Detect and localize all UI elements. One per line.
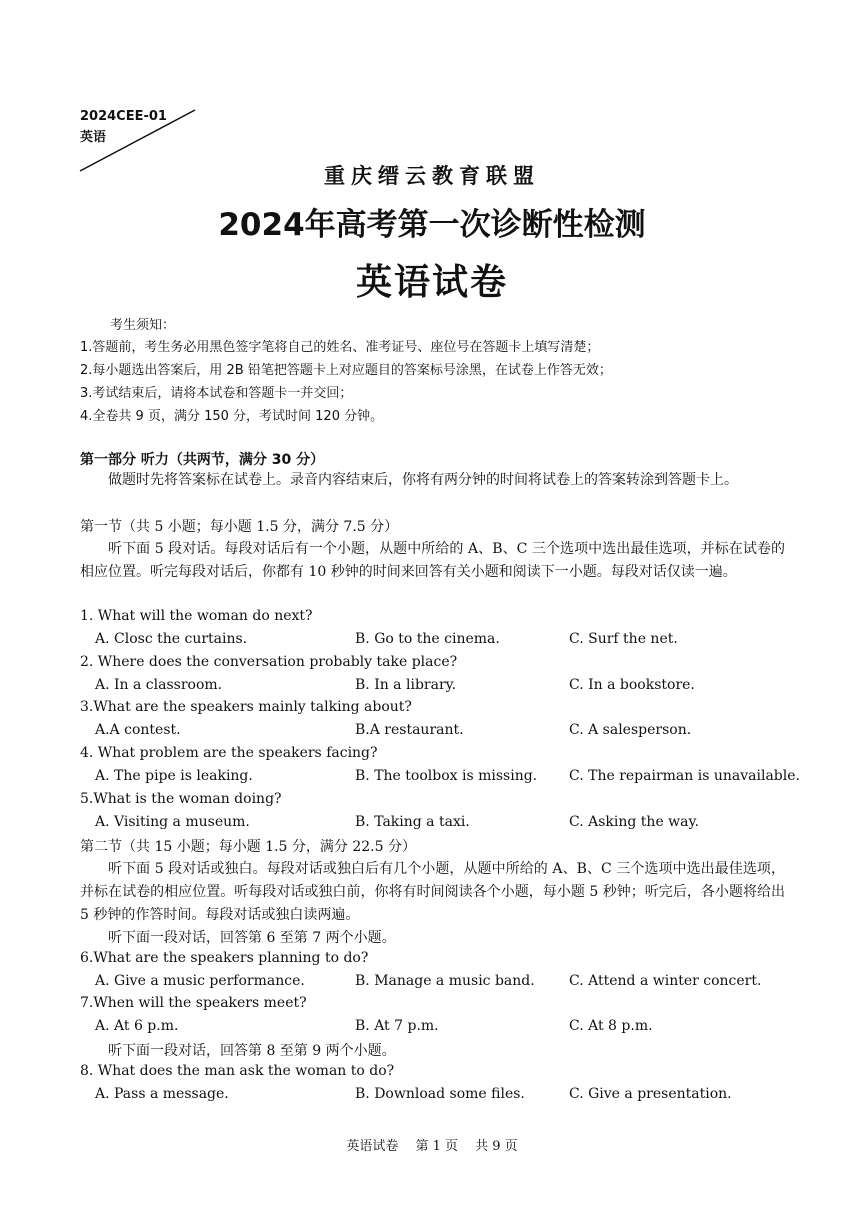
question-3: 3.What are the speakers mainly talking about? — [80, 699, 412, 715]
question-1: 1. What will the woman do next? — [80, 608, 313, 624]
option-a: A. Give a music performance. — [95, 973, 305, 989]
option-b: B.A restaurant. — [355, 722, 464, 738]
option-a: A. Closc the curtains. — [95, 631, 248, 647]
dialog-instruction: 听下面一段对话，回答第 6 至第 7 两个小题。 — [108, 930, 396, 946]
option-a: A. In a classroom. — [95, 677, 223, 693]
option-c: C. A salesperson. — [569, 722, 692, 738]
option-c: C. Attend a winter concert. — [569, 973, 762, 989]
subject-title: 英语试卷 — [355, 262, 508, 303]
option-b: B. In a library. — [355, 677, 457, 693]
option-c: C. Asking the way. — [569, 814, 700, 830]
note-item: 4.全卷共 9 页，满分 150 分，考试时间 120 分钟。 — [80, 409, 384, 424]
page-footer: 英语试卷 第 1 页 共 9 页 — [346, 1139, 518, 1154]
section1-title: 第一节（共 5 小题；每小题 1.5 分，满分 7.5 分） — [80, 519, 399, 535]
option-c: C. At 8 p.m. — [569, 1018, 653, 1034]
option-a: A. At 6 p.m. — [95, 1018, 179, 1034]
option-c: C. Give a presentation. — [569, 1086, 732, 1102]
question-7: 7.When will the speakers meet? — [80, 995, 307, 1011]
option-c: C. Surf the net. — [569, 631, 678, 647]
option-b: B. The toolbox is missing. — [355, 768, 538, 784]
part1-intro: 做题时先将答案标在试卷上。录音内容结束后，你将有两分钟的时间将试卷上的答案转涂到答题卡上。 — [108, 472, 738, 488]
option-c: C. The repairman is unavailable. — [569, 768, 800, 784]
option-b: B. Taking a taxi. — [355, 814, 470, 830]
section1-intro: 听下面 5 段对话。每段对话后有一个小题，从题中所给的 A、B、C 三个选项中选出最佳选项，并标在试卷的相应位置。听完每段对话后，你都有 10 秒钟的时间来回答有关小题和阅读下一小题。每段对话仅读一遍。 — [80, 541, 785, 580]
option-a: A. Pass a message. — [95, 1086, 229, 1102]
option-b: B. Download some files. — [355, 1086, 525, 1102]
question-4: 4. What problem are the speakers facing? — [80, 745, 378, 761]
question-5: 5.What is the woman doing? — [80, 791, 282, 807]
option-c: C. In a bookstore. — [569, 677, 695, 693]
section2-intro: 听下面 5 段对话或独白。每段对话或独白后有几个小题，从题中所给的 A、B、C 三个选项中选出最佳选项，并标在试卷的相应位置。听每段对话或独白前，你将有时间阅读各个小题，每小题 5 秒钟；听完后，各小题将给出 5 秒钟的作答时间。每段对话或独白读两遍。 — [80, 861, 785, 923]
note-item: 1.答题前，考生务必用黑色签字笔将自己的姓名、准考证号、座位号在答题卡上填写清楚； — [80, 340, 600, 355]
question-8: 8. What does the man ask the woman to do? — [80, 1063, 395, 1079]
option-b: B. Manage a music band. — [355, 973, 535, 989]
note-item: 2.每小题选出答案后，用 2B 铅笔把答题卡上对应题目的答案标号涂黑，在试卷上作答无效； — [80, 363, 612, 378]
option-a: A. The pipe is leaking. — [95, 768, 253, 784]
note-item: 3.考试结束后，请将本试卷和答题卡一并交回； — [80, 386, 353, 401]
section2-title: 第二节（共 15 小题；每小题 1.5 分，满分 22.5 分） — [80, 839, 416, 855]
option-a: A. Visiting a museum. — [95, 814, 250, 830]
question-6: 6.What are the speakers planning to do? — [80, 950, 369, 966]
option-b: B. Go to the cinema. — [355, 631, 500, 647]
dialog-instruction: 听下面一段对话，回答第 8 至第 9 两个小题。 — [108, 1043, 396, 1059]
part1-title: 第一部分 听力（共两节，满分 30 分） — [80, 452, 325, 468]
question-2: 2. Where does the conversation probably take place? — [80, 654, 458, 670]
exam-title: 2024年高考第一次诊断性检测 — [218, 207, 646, 243]
organization-title: 重庆缙云教育联盟 — [324, 164, 540, 188]
notes-title: 考生须知： — [110, 318, 176, 333]
option-a: A.A contest. — [95, 722, 181, 738]
exam-code: 2024CEE-01 — [80, 109, 167, 124]
subject-tag: 英语 — [80, 130, 107, 145]
option-b: B. At 7 p.m. — [355, 1018, 439, 1034]
